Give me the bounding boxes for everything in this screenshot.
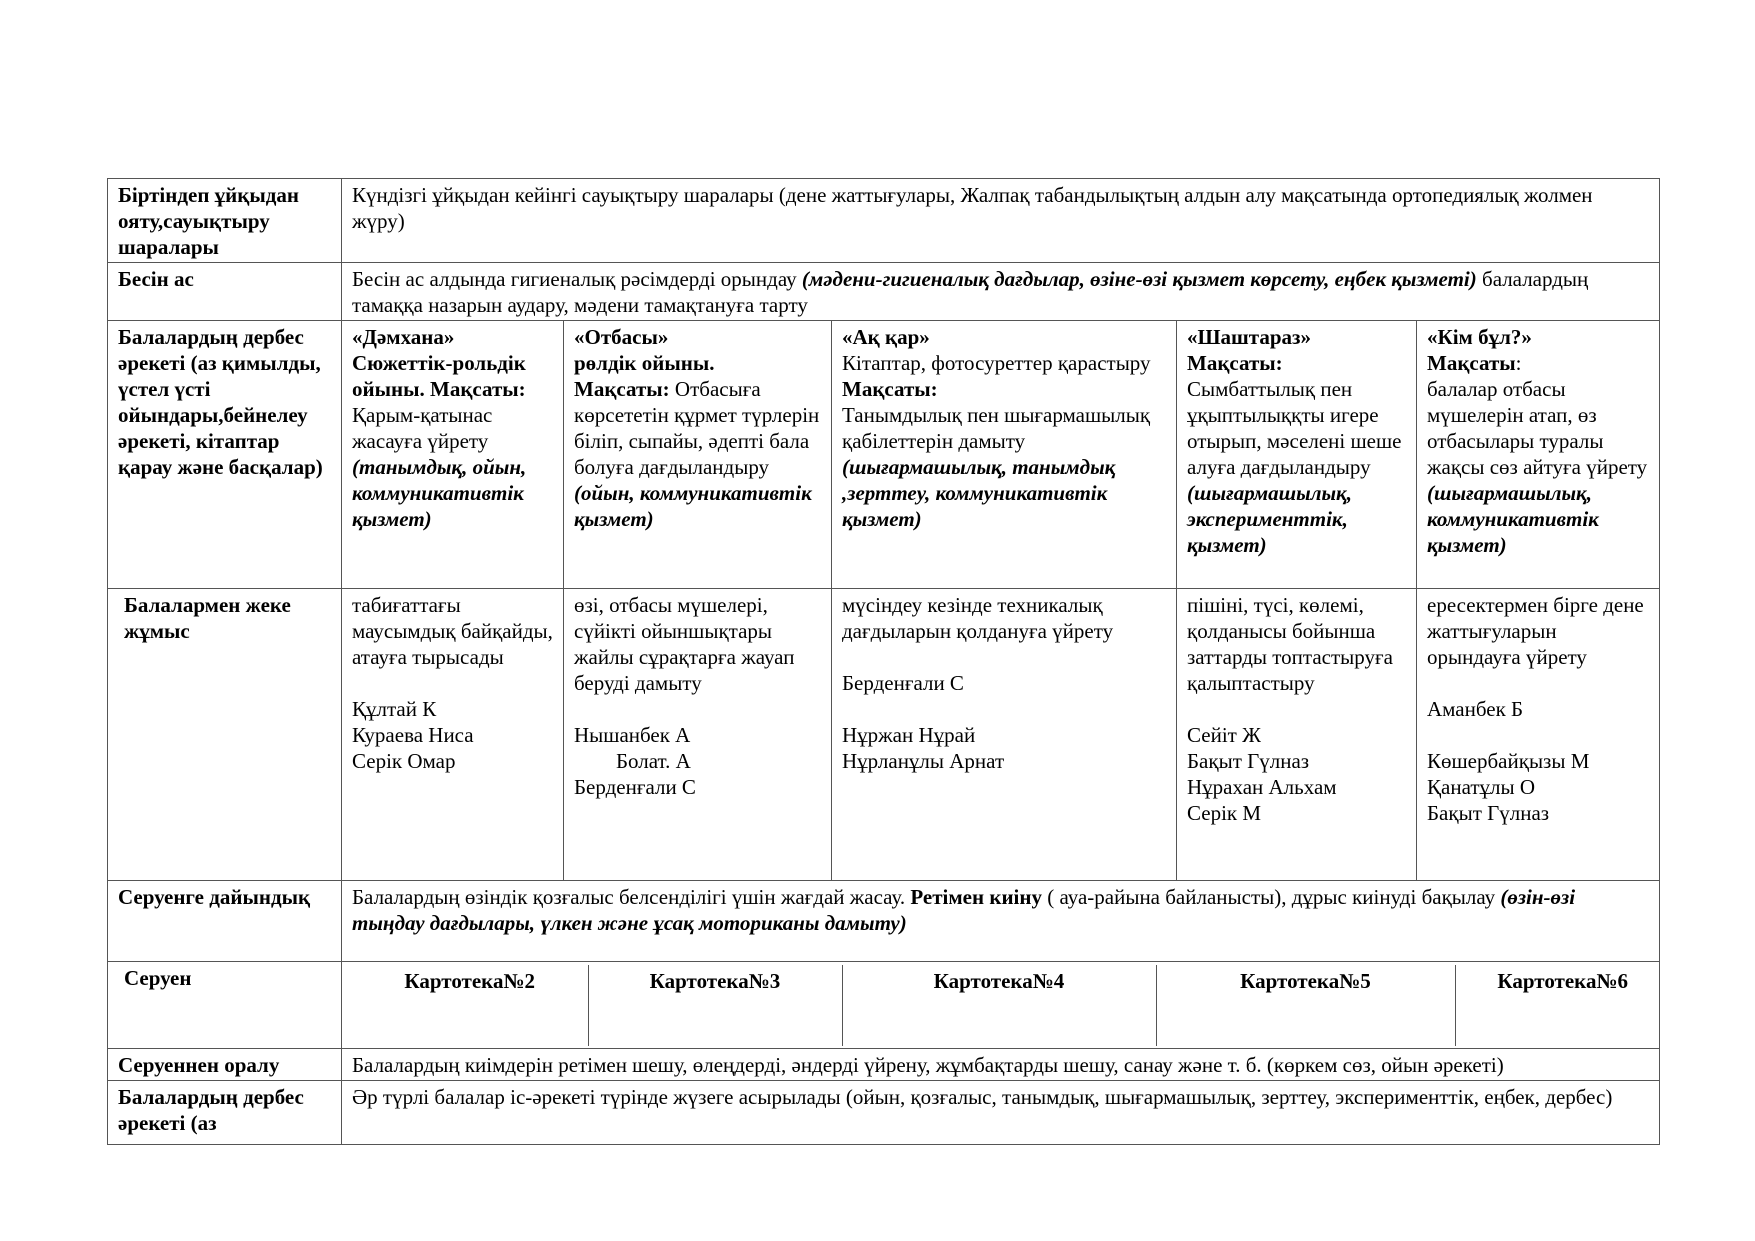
game-type: рөлдік ойыны.: [574, 351, 715, 375]
game-cell: [832, 321, 1177, 589]
row-wake-up: [108, 179, 1660, 263]
child-name: Қанатұлы О: [1427, 775, 1536, 799]
goal-text: Сымбаттылық пен ұқыптылыққты игере отырып, мәселені шеше алуға дағдыландыру: [1187, 377, 1402, 479]
prep-text-2: ( ауа-райына байланысты), дұрыс киінуді бақылау: [1041, 885, 1501, 909]
task-text: өзі, отбасы мүшелері, сүйікті ойыншықтары жайлы сұрақтарға жауап беруді дамыту: [574, 593, 795, 695]
row-content: Балалардың киімдерін ретімен шешу, өлеңдерді, әндерді үйрену, жұмбақтарды шешу, санау және т. б. (көркем сөз, ойын әрекеті): [342, 1049, 1660, 1081]
row-snack: [108, 263, 1660, 321]
individual-cell: [342, 589, 564, 881]
card-file-label: Картотека№5: [1156, 965, 1455, 1046]
child-name: Бақыт Гүлназ: [1187, 749, 1310, 773]
child-name: Сейіт Ж: [1187, 723, 1261, 747]
child-name: Серік М: [1187, 801, 1262, 825]
prep-text: Балалардың өзіндік қозғалыс белсенділігі үшін жағдай жасау.: [352, 885, 911, 909]
row-content: Күндізгі ұйқыдан кейінгі сауықтыру шаралары (дене жаттығулары, Жалпақ табандылықтың алдын алу мақсатында ортопедиялық жолмен жүру): [342, 179, 1660, 263]
prep-emphasis: (өзін-өзі тыңдау дағдылары, үлкен және ұсақ моториканы дамыту): [352, 885, 1576, 935]
activity-types: (ойын, коммуникативтік қызмет): [574, 481, 812, 531]
goal-label: Мақсаты:: [842, 377, 938, 401]
row-walk: [108, 962, 1660, 1049]
walk-cards: [342, 962, 1660, 1049]
goal-label: Мақсаты:: [574, 377, 670, 401]
task-text: ересектермен бірге дене жаттығуларын орындауға үйрету: [1427, 593, 1644, 669]
individual-cell: [1417, 589, 1660, 881]
child-name: Серік Омар: [352, 749, 456, 773]
game-title: «Дәмхана»: [352, 325, 455, 349]
snack-emphasis: (мәдени-гигиеналық дағдылар, өзіне-өзі қызмет көрсету, еңбек қызметі): [801, 267, 1477, 291]
game-cell: [1417, 321, 1660, 589]
row-content: [342, 881, 1660, 962]
child-name: Нұржан Нұрай: [842, 723, 976, 747]
row-label: Бесін ас: [108, 263, 342, 321]
child-name: Нұрахан Альхам: [1187, 775, 1337, 799]
goal-text: Қарым-қатынас жасауға үйрету: [352, 403, 493, 453]
child-name: Көшербайқызы М: [1427, 749, 1590, 773]
snack-text-end: балалардың тамаққа назарын аудару, мәдени тамақтануға тарту: [352, 267, 1589, 317]
goal-text: Отбасыға көрсететін құрмет түрлерін біліп, сыпайы, әдепті бала болуға дағдыландыру: [574, 377, 820, 479]
row-label: Серуенге дайындық: [108, 881, 342, 962]
snack-text: Бесін ас алдында гигиеналық рәсімдерді орындау: [352, 267, 802, 291]
row-content: Әр түрлі балалар іс-әрекеті түрінде жүзеге асырылады (ойын, қозғалыс, танымдық, шығармашылық, зерттеу, эксперименттік, еңбек, дербес): [342, 1081, 1660, 1145]
game-cell: [564, 321, 832, 589]
game-title: «Ақ қар»: [842, 325, 930, 349]
game-type: Кітаптар, фотосуреттер қарастыру: [842, 351, 1151, 375]
activity-types: (шығармашылық, эксперименттік, қызмет): [1187, 481, 1352, 557]
game-cell: [342, 321, 564, 589]
card-file-label: Картотека№3: [588, 965, 842, 1046]
card-file-label: Картотека№6: [1455, 965, 1670, 1046]
task-text: пішіні, түсі, көлемі, қолданысы бойынша заттарды топтастыруға қалыптастыру: [1187, 593, 1393, 695]
activity-types: (шығармашылық, танымдық ,зерттеу, коммуникативтік қызмет): [842, 455, 1116, 531]
row-label: Балалардың дербес әрекеті (аз: [108, 1081, 342, 1145]
goal-text: балалар отбасы мүшелерін атап, өз отбасылары туралы жақсы сөз айтуға үйрету: [1427, 377, 1648, 479]
child-name: Болат. А: [616, 749, 691, 773]
individual-cell: [832, 589, 1177, 881]
child-name: Нұрланұлы Арнат: [842, 749, 1005, 773]
child-name: Берденғали С: [574, 775, 696, 799]
child-name: Аманбек Б: [1427, 697, 1524, 721]
row-return-from-walk: [108, 1049, 1660, 1081]
game-title: «Кім бұл?»: [1427, 325, 1532, 349]
goal-text: Танымдылық пен шығармашылық қабілеттерін дамыту: [842, 403, 1151, 453]
row-independent-activity-2: [108, 1081, 1660, 1145]
row-independent-activity: [108, 321, 1660, 589]
row-label: Балалармен жеке жұмыс: [108, 589, 342, 881]
game-type: Сюжеттік-рольдік ойыны: [352, 351, 526, 401]
task-text: табиғаттағы маусымдық байқайды, атауға тырысады: [352, 593, 553, 669]
card-file-label: Картотека№2: [404, 969, 536, 993]
prep-bold: Ретімен киіну: [910, 885, 1042, 909]
walk-cards-table: [352, 965, 1670, 1046]
row-walk-preparation: [108, 881, 1660, 962]
goal-label: . Мақсаты:: [419, 377, 526, 401]
goal-label: Мақсаты:: [1187, 351, 1283, 375]
row-label: Серуен: [108, 962, 342, 1049]
daily-plan-table: [107, 178, 1660, 1145]
activity-types: (танымдық, ойын, коммуникативтік қызмет): [352, 455, 527, 531]
row-label: Серуеннен оралу: [108, 1049, 342, 1081]
child-name: Берденғали С: [842, 671, 964, 695]
card-file-label: Картотека№4: [842, 965, 1156, 1046]
child-name: Нышанбек А: [574, 723, 691, 747]
individual-cell: [1177, 589, 1417, 881]
game-title: «Шаштараз»: [1187, 325, 1311, 349]
individual-cell: [564, 589, 832, 881]
child-name: Бақыт Гүлназ: [1427, 801, 1550, 825]
row-individual-work: [108, 589, 1660, 881]
activity-types: (шығармашылық, коммуникативтік қызмет): [1427, 481, 1599, 557]
game-cell: [1177, 321, 1417, 589]
child-name: Кураева Ниса: [352, 723, 474, 747]
game-title: «Отбасы»: [574, 325, 669, 349]
goal-colon: :: [1515, 351, 1522, 375]
task-text: мүсіндеу кезінде техникалық дағдыларын қолдануға үйрету: [842, 593, 1114, 643]
row-label: Балалардың дербес әрекеті (аз қимылды, үстел үсті ойындары,бейнелеу әрекеті, кітаптар қарау және басқалар): [108, 321, 342, 589]
goal-label: Мақсаты: [1427, 351, 1516, 375]
row-label: Біртіндеп ұйқыдан ояту,сауықтыру шаралары: [108, 179, 342, 263]
row-content: [342, 263, 1660, 321]
child-name: Құлтай К: [352, 697, 437, 721]
